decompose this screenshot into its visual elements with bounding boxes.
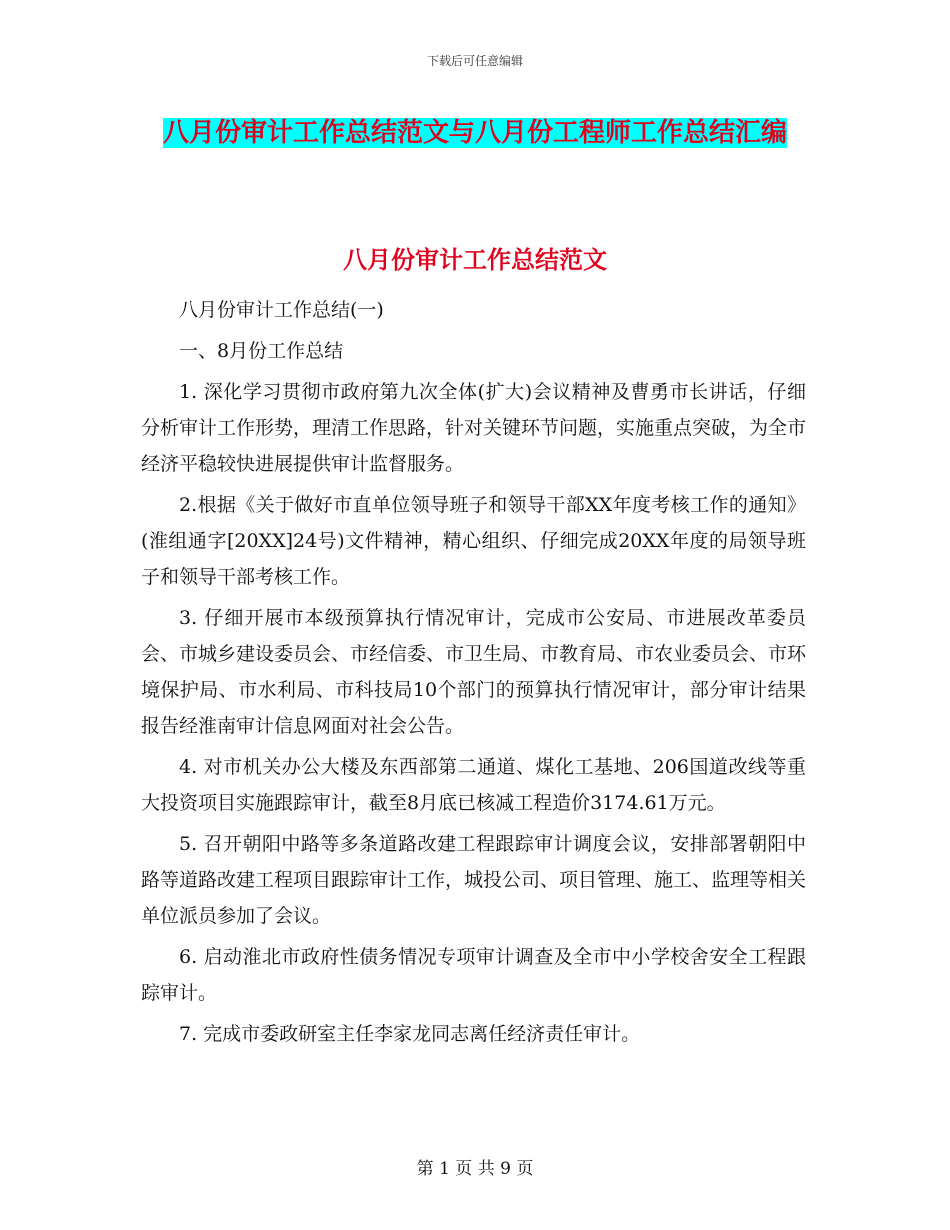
document-title-text: 八月份审计工作总结范文与八月份工程师工作总结汇编	[162, 118, 787, 148]
paragraph: 6. 启动淮北市政府性债务情况专项审计调查及全市中小学校舍安全工程跟踪审计。	[141, 946, 806, 1004]
page-number: 第 1 页 共 9 页	[416, 1159, 534, 1179]
paragraph: 4. 对市机关办公大楼及东西部第二通道、煤化工基地、206国道改线等重大投资项目实施跟踪审计，截至8月底已核减工程造价3174.61万元。	[141, 756, 806, 814]
document-body	[141, 292, 806, 1057]
paragraph: 3. 仔细开展市本级预算执行情况审计，完成市公安局、市进展改革委员会、市城乡建设委员会、市经信委、市卫生局、市教育局、市农业委员会、市环境保护局、市水利局、市科技局10个部门的预算执行情况审计，部分审计结果报告经淮南审计信息网面对社会公告。	[141, 607, 807, 737]
paragraph: 1. 深化学习贯彻市政府第九次全体(扩大)会议精神及曹勇市长讲话，仔细分析审计工作形势，理清工作思路，针对关键环节问题，实施重点突破，为全市经济平稳较快进展提供审计监督服务。	[141, 381, 807, 475]
header-note: 下载后可任意编辑	[426, 54, 523, 68]
paragraph: 2.根据《关于做好市直单位领导班子和领导干部XX年度考核工作的通知》(淮组通字[20XX]24号)文件精神，精心组织、仔细完成20XX年度的局领导班子和领导干部考核工作。	[141, 494, 806, 588]
section-title: 八月份审计工作总结范文	[343, 246, 607, 274]
paragraph: 7. 完成市委政研室主任李家龙同志离任经济责任审计。	[179, 1023, 641, 1045]
paragraph: 5. 召开朝阳中路等多条道路改建工程跟踪审计调度会议，安排部署朝阳中路等道路改建工程项目跟踪审计工作，城投公司、项目管理、施工、监理等相关单位派员参加了会议。	[141, 833, 807, 927]
paragraph: 一、8月份工作总结	[179, 340, 344, 362]
document-title	[150, 110, 800, 156]
paragraph: 八月份审计工作总结(一)	[179, 299, 384, 321]
